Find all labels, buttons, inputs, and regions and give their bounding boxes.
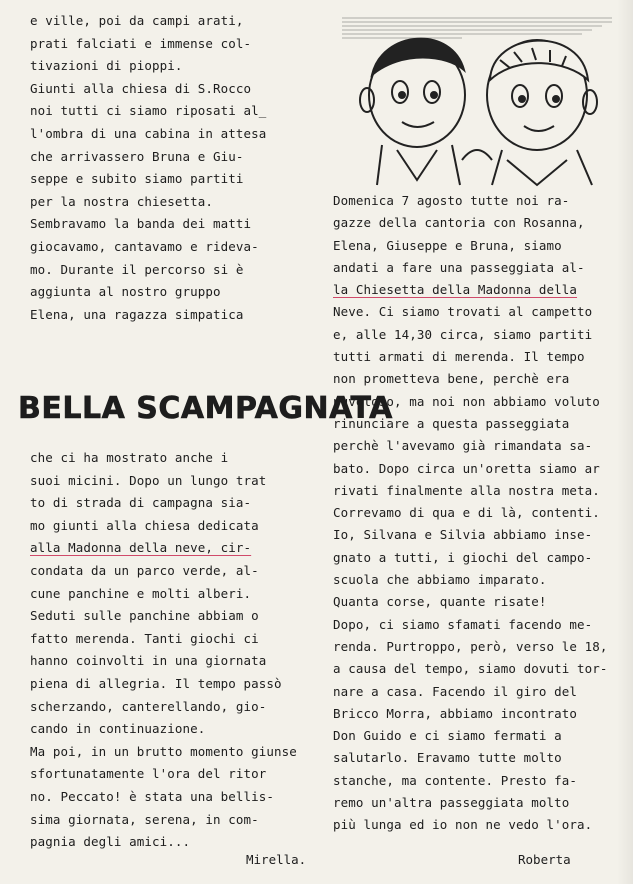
text-line: Elena, Giuseppe e Bruna, siamo xyxy=(333,237,562,253)
text-line: scherzando, canterellando, gio- xyxy=(30,698,267,714)
text-line: Neve. Ci siamo trovati al campetto xyxy=(333,304,593,320)
text-line: noi tutti ci siamo riposati al_ xyxy=(30,103,267,119)
text-line: stanche, ma contente. Presto fa- xyxy=(333,772,578,788)
text-line: aggiunta al nostro gruppo xyxy=(30,284,221,300)
right-column-text xyxy=(333,190,628,837)
signature-mirella: Mirella. xyxy=(246,852,307,867)
text-line: mo giunti alla chiesa dedicata xyxy=(30,517,259,533)
children-illustration xyxy=(342,0,632,188)
text-line: Quanta corse, quante risate! xyxy=(333,594,547,610)
text-line: gazze della cantoria con Rosanna, xyxy=(333,215,585,231)
text-line: piena di allegria. Il tempo passò xyxy=(30,675,282,691)
text-line: non prometteva bene, perchè era xyxy=(333,371,570,387)
text-line: e, alle 14,30 circa, siamo partiti xyxy=(333,326,593,342)
text-line: Ma poi, in un brutto momento giunse xyxy=(30,743,297,759)
text-line: to di strada di campagna sia- xyxy=(30,495,252,511)
text-line: prati falciati e immense col- xyxy=(30,35,252,51)
text-line: Correvamo di qua e di là, contenti. xyxy=(333,505,600,521)
text-line: e ville, poi da campi arati, xyxy=(30,13,244,28)
underlined-text-line: alla Madonna della neve, cir- xyxy=(30,540,252,556)
text-line: Sembravamo la banda dei matti xyxy=(30,216,252,232)
text-line: pagnia degli amici... xyxy=(30,834,191,850)
text-line: Bricco Morra, abbiamo incontrato xyxy=(333,705,578,721)
text-line: Giunti alla chiesa di S.Rocco xyxy=(30,80,252,96)
text-line: scuola che abbiamo imparato. xyxy=(333,572,547,588)
signature-roberta: Roberta xyxy=(518,852,571,867)
left-column-top-text xyxy=(30,10,330,326)
text-line: salutarlo. Eravamo tutte molto xyxy=(333,750,562,766)
text-line: remo un'altra passeggiata molto xyxy=(333,795,570,811)
text-line: che arrivassero Bruna e Giu- xyxy=(30,148,244,164)
text-line: Elena, una ragazza simpatica xyxy=(30,306,244,322)
text-line: renda. Purtroppo, però, verso le 18, xyxy=(333,638,608,654)
text-line: rivati finalmente alla nostra meta. xyxy=(333,482,600,498)
text-line: Dopo, ci siamo sfamati facendo me- xyxy=(333,616,593,632)
text-line: l'ombra di una cabina in attesa xyxy=(30,125,267,141)
text-line: tivazioni di pioppi. xyxy=(30,58,183,74)
cartoon-children-drawing xyxy=(342,0,632,188)
text-line: gnato a tutti, i giochi del campo- xyxy=(333,549,593,565)
text-line: giocavamo, cantavamo e rideva- xyxy=(30,238,259,254)
text-line: cando in continuazione. xyxy=(30,721,206,737)
text-line: Seduti sulle panchine abbiam o xyxy=(30,608,259,624)
text-line: perchè l'avevamo già rimandata sa- xyxy=(333,438,593,454)
text-line: Domenica 7 agosto tutte noi ra- xyxy=(333,193,570,208)
text-line: suoi micini. Dopo un lungo trat xyxy=(30,472,267,488)
text-line: nare a casa. Facendo il giro del xyxy=(333,683,578,699)
article-heading xyxy=(14,376,393,436)
text-line: a causa del tempo, siamo dovuti tor- xyxy=(333,661,608,677)
left-column-bottom-text xyxy=(30,447,297,854)
text-line: seppe e subito siamo partiti xyxy=(30,171,244,187)
page-edge-shadow xyxy=(617,0,633,884)
text-line: condata da un parco verde, al- xyxy=(30,562,259,578)
text-line: più lunga ed io non ne vedo l'ora. xyxy=(333,817,593,833)
text-line: hanno coinvolti in una giornata xyxy=(30,653,267,669)
text-line: rinunciare a questa passeggiata xyxy=(333,415,570,431)
text-line: andati a fare una passeggiata al- xyxy=(333,259,585,275)
text-line: nuvoloso, ma noi non abbiamo voluto xyxy=(333,393,600,409)
text-line: per la nostra chiesetta. xyxy=(30,193,214,209)
text-line: cune panchine e molti alberi. xyxy=(30,585,252,601)
text-line: tutti armati di merenda. Il tempo xyxy=(333,349,585,365)
underlined-text-line: la Chiesetta della Madonna della xyxy=(333,282,578,298)
heading-text: BELLA SCAMPAGNATA xyxy=(18,391,393,426)
text-line: sima giornata, serena, in com- xyxy=(30,811,259,827)
text-line: bato. Dopo circa un'oretta siamo ar xyxy=(333,460,600,476)
right-column xyxy=(333,190,628,837)
text-line: no. Peccato! è stata una bellis- xyxy=(30,788,275,804)
text-line: mo. Durante il percorso si è xyxy=(30,261,244,277)
text-line: Don Guido e ci siamo fermati a xyxy=(333,728,562,744)
text-line: fatto merenda. Tanti giochi ci xyxy=(30,630,259,646)
text-line: sfortunatamente l'ora del ritor xyxy=(30,766,267,782)
text-line: che ci ha mostrato anche i xyxy=(30,450,229,465)
heading-lettering xyxy=(14,376,393,436)
text-line: Io, Silvana e Silvia abbiamo inse- xyxy=(333,527,593,543)
